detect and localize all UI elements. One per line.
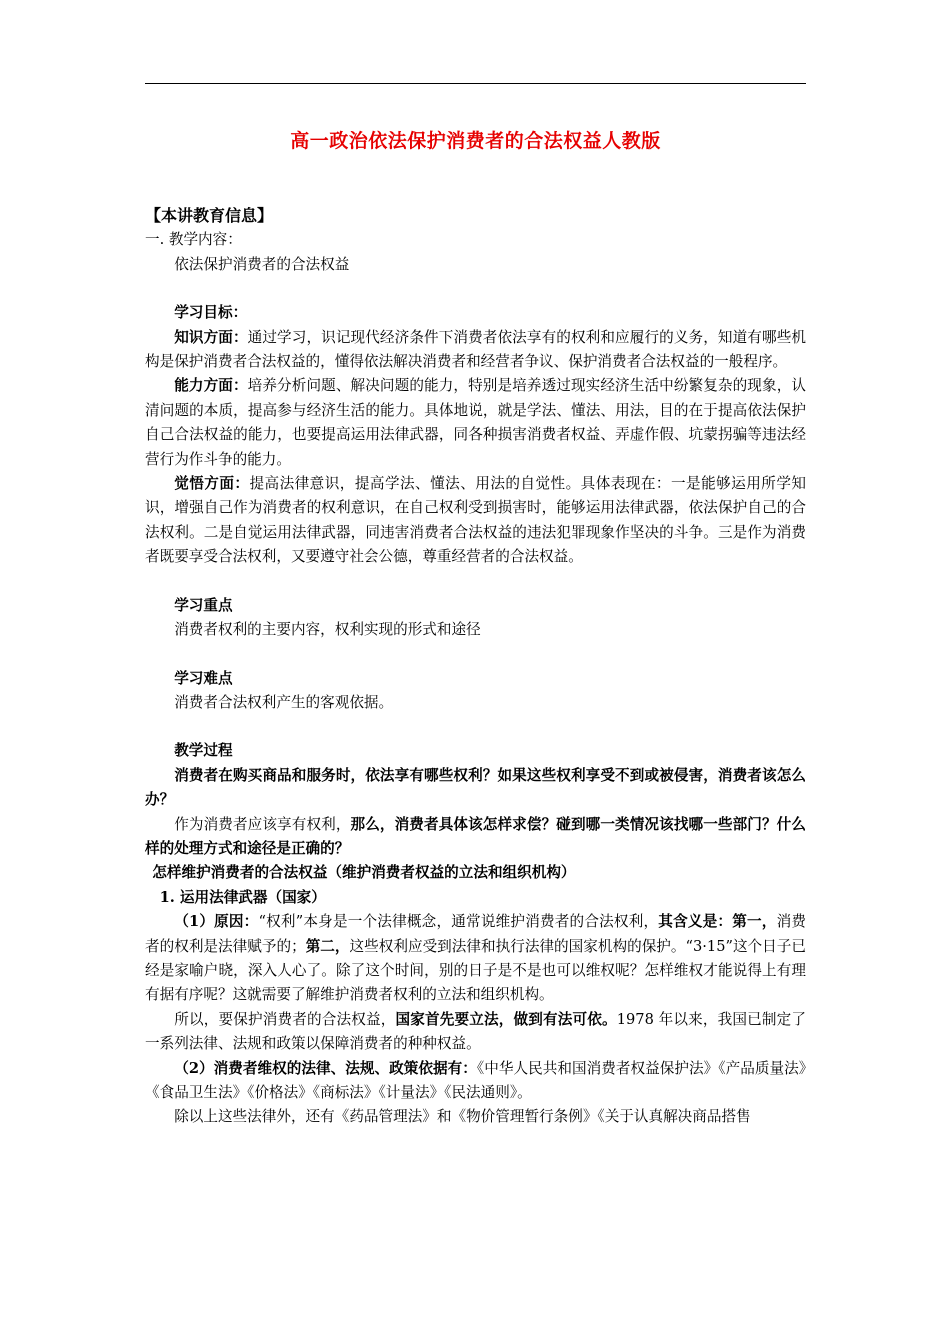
- content-topic: 依法保护消费者的合法权益: [174, 255, 350, 273]
- knowledge-label: 知识方面：: [174, 328, 248, 346]
- reason-text-3: 这些权利应受到法律和执行法律的国家机构的保护。“3·15”这个日子已经是家喻户晓，深入人心了。除了这个时间，别的日子是不是也可以维权呢？怎样维权才能说得上有理有据有序呢？这就需要了解维护消费者权利的立法和组织机构。: [145, 937, 806, 1004]
- question-2-bold: 那么，消费者具体该怎样求偿？碰到哪一类情况该找哪一些部门？什么样的处理方式和途径是正确的？: [145, 815, 806, 857]
- laws-text: 《中华人民共和国消费者权益保护法》《产品质量法》《食品卫生法》《价格法》《商标法》《计量法》《民法通则》。: [145, 1059, 807, 1101]
- objectives-heading: 学习目标：: [174, 304, 248, 322]
- reason-text-1: “权利”本身是一个法律概念，通常说维护消费者的合法权利，: [258, 913, 659, 931]
- reason-paragraph: [145, 910, 806, 1008]
- difficulty-heading: 学习难点: [174, 669, 233, 687]
- other-laws-paragraph: 除以上这些法律外，还有《药品管理法》和《物价管理暂行条例》《关于认真解决商品搭售: [174, 1108, 751, 1126]
- document-title: 高一政治依法保护消费者的合法权益人教版: [290, 130, 661, 152]
- process-subheading: 怎样维护消费者的合法权益（维护消费者权益的立法和组织机构）: [152, 864, 576, 882]
- document-body: [145, 204, 806, 1130]
- process-question-2: [145, 813, 806, 862]
- focus-heading: 学习重点: [174, 596, 233, 614]
- question-2-plain: 作为消费者应该享有权利，: [174, 815, 351, 833]
- so-text-1: 所以，要保护消费者的合法权益，: [174, 1010, 396, 1028]
- content-label: 一. 教学内容：: [145, 231, 242, 249]
- ability-text: 培养分析问题、解决问题的能力，特别是培养透过现实经济生活中纷繁复杂的现象，认清问题的本质，提高参与经济生活的能力。具体地说，就是学法、懂法、用法，目的在于提高依法保护自己合法权益的能力，也要提高运用法律武器，同各种损害消费者权益、弄虚作假、坑蒙拐骗等违法经营行为作斗争的能力。: [145, 377, 806, 468]
- laws-paragraph: [145, 1057, 806, 1106]
- header-rule: [145, 83, 806, 84]
- reason-bold-1: 其含义是：第一，: [658, 913, 777, 931]
- so-paragraph: [145, 1008, 806, 1057]
- difficulty-text: 消费者合法权利产生的客观依据。: [174, 693, 394, 711]
- awareness-paragraph: [145, 472, 806, 570]
- process-question-1: 消费者在购买商品和服务时，依法享有哪些权利？如果这些权利享受不到或被侵害，消费者该怎么办？: [145, 766, 806, 809]
- reason-text-2: 消费者的权利是法律赋予的；: [145, 913, 806, 955]
- ability-paragraph: [145, 374, 806, 472]
- knowledge-paragraph: [145, 326, 806, 375]
- point-1-heading: 1. 运用法律武器（国家）: [159, 888, 326, 906]
- section-header: 【本讲教育信息】: [145, 206, 274, 225]
- so-bold-1: 国家首先要立法，做到有法可依。: [395, 1010, 617, 1028]
- ability-label: 能力方面：: [174, 377, 248, 395]
- focus-text: 消费者权利的主要内容，权利实现的形式和途径: [174, 621, 481, 639]
- knowledge-text: 通过学习，识记现代经济条件下消费者依法享有的权利和应履行的义务，知道有哪些机构是保护消费者合法权益的，懂得依法解决消费者和经营者争议、保护消费者合法权益的一般程序。: [145, 328, 806, 371]
- awareness-text: 提高法律意识，提高学法、懂法、用法的自觉性。具体表现在：一是能够运用所学知识，增强自己作为消费者的权利意识，在自己权利受到损害时，能够运用法律武器，依法保护自己的合法权利。二是自觉运用法律武器，同违害消费者合法权益的违法犯罪现象作坚决的斗争。三是作为消费者既要享受合法权利，又要遵守社会公德，尊重经营者的合法权益。: [145, 475, 806, 566]
- reason-bold-2: 第二，: [305, 937, 350, 955]
- awareness-label: 觉悟方面：: [174, 475, 250, 493]
- reason-label: （1）原因：: [174, 913, 259, 931]
- so-text-2: 1978 年以来，我国已制定了一系列法律、法规和政策以保障消费者的种种权益。: [145, 1010, 806, 1053]
- laws-label: （2）消费者维权的法律、法规、政策依据有：: [174, 1059, 477, 1077]
- process-heading: 教学过程: [174, 742, 233, 760]
